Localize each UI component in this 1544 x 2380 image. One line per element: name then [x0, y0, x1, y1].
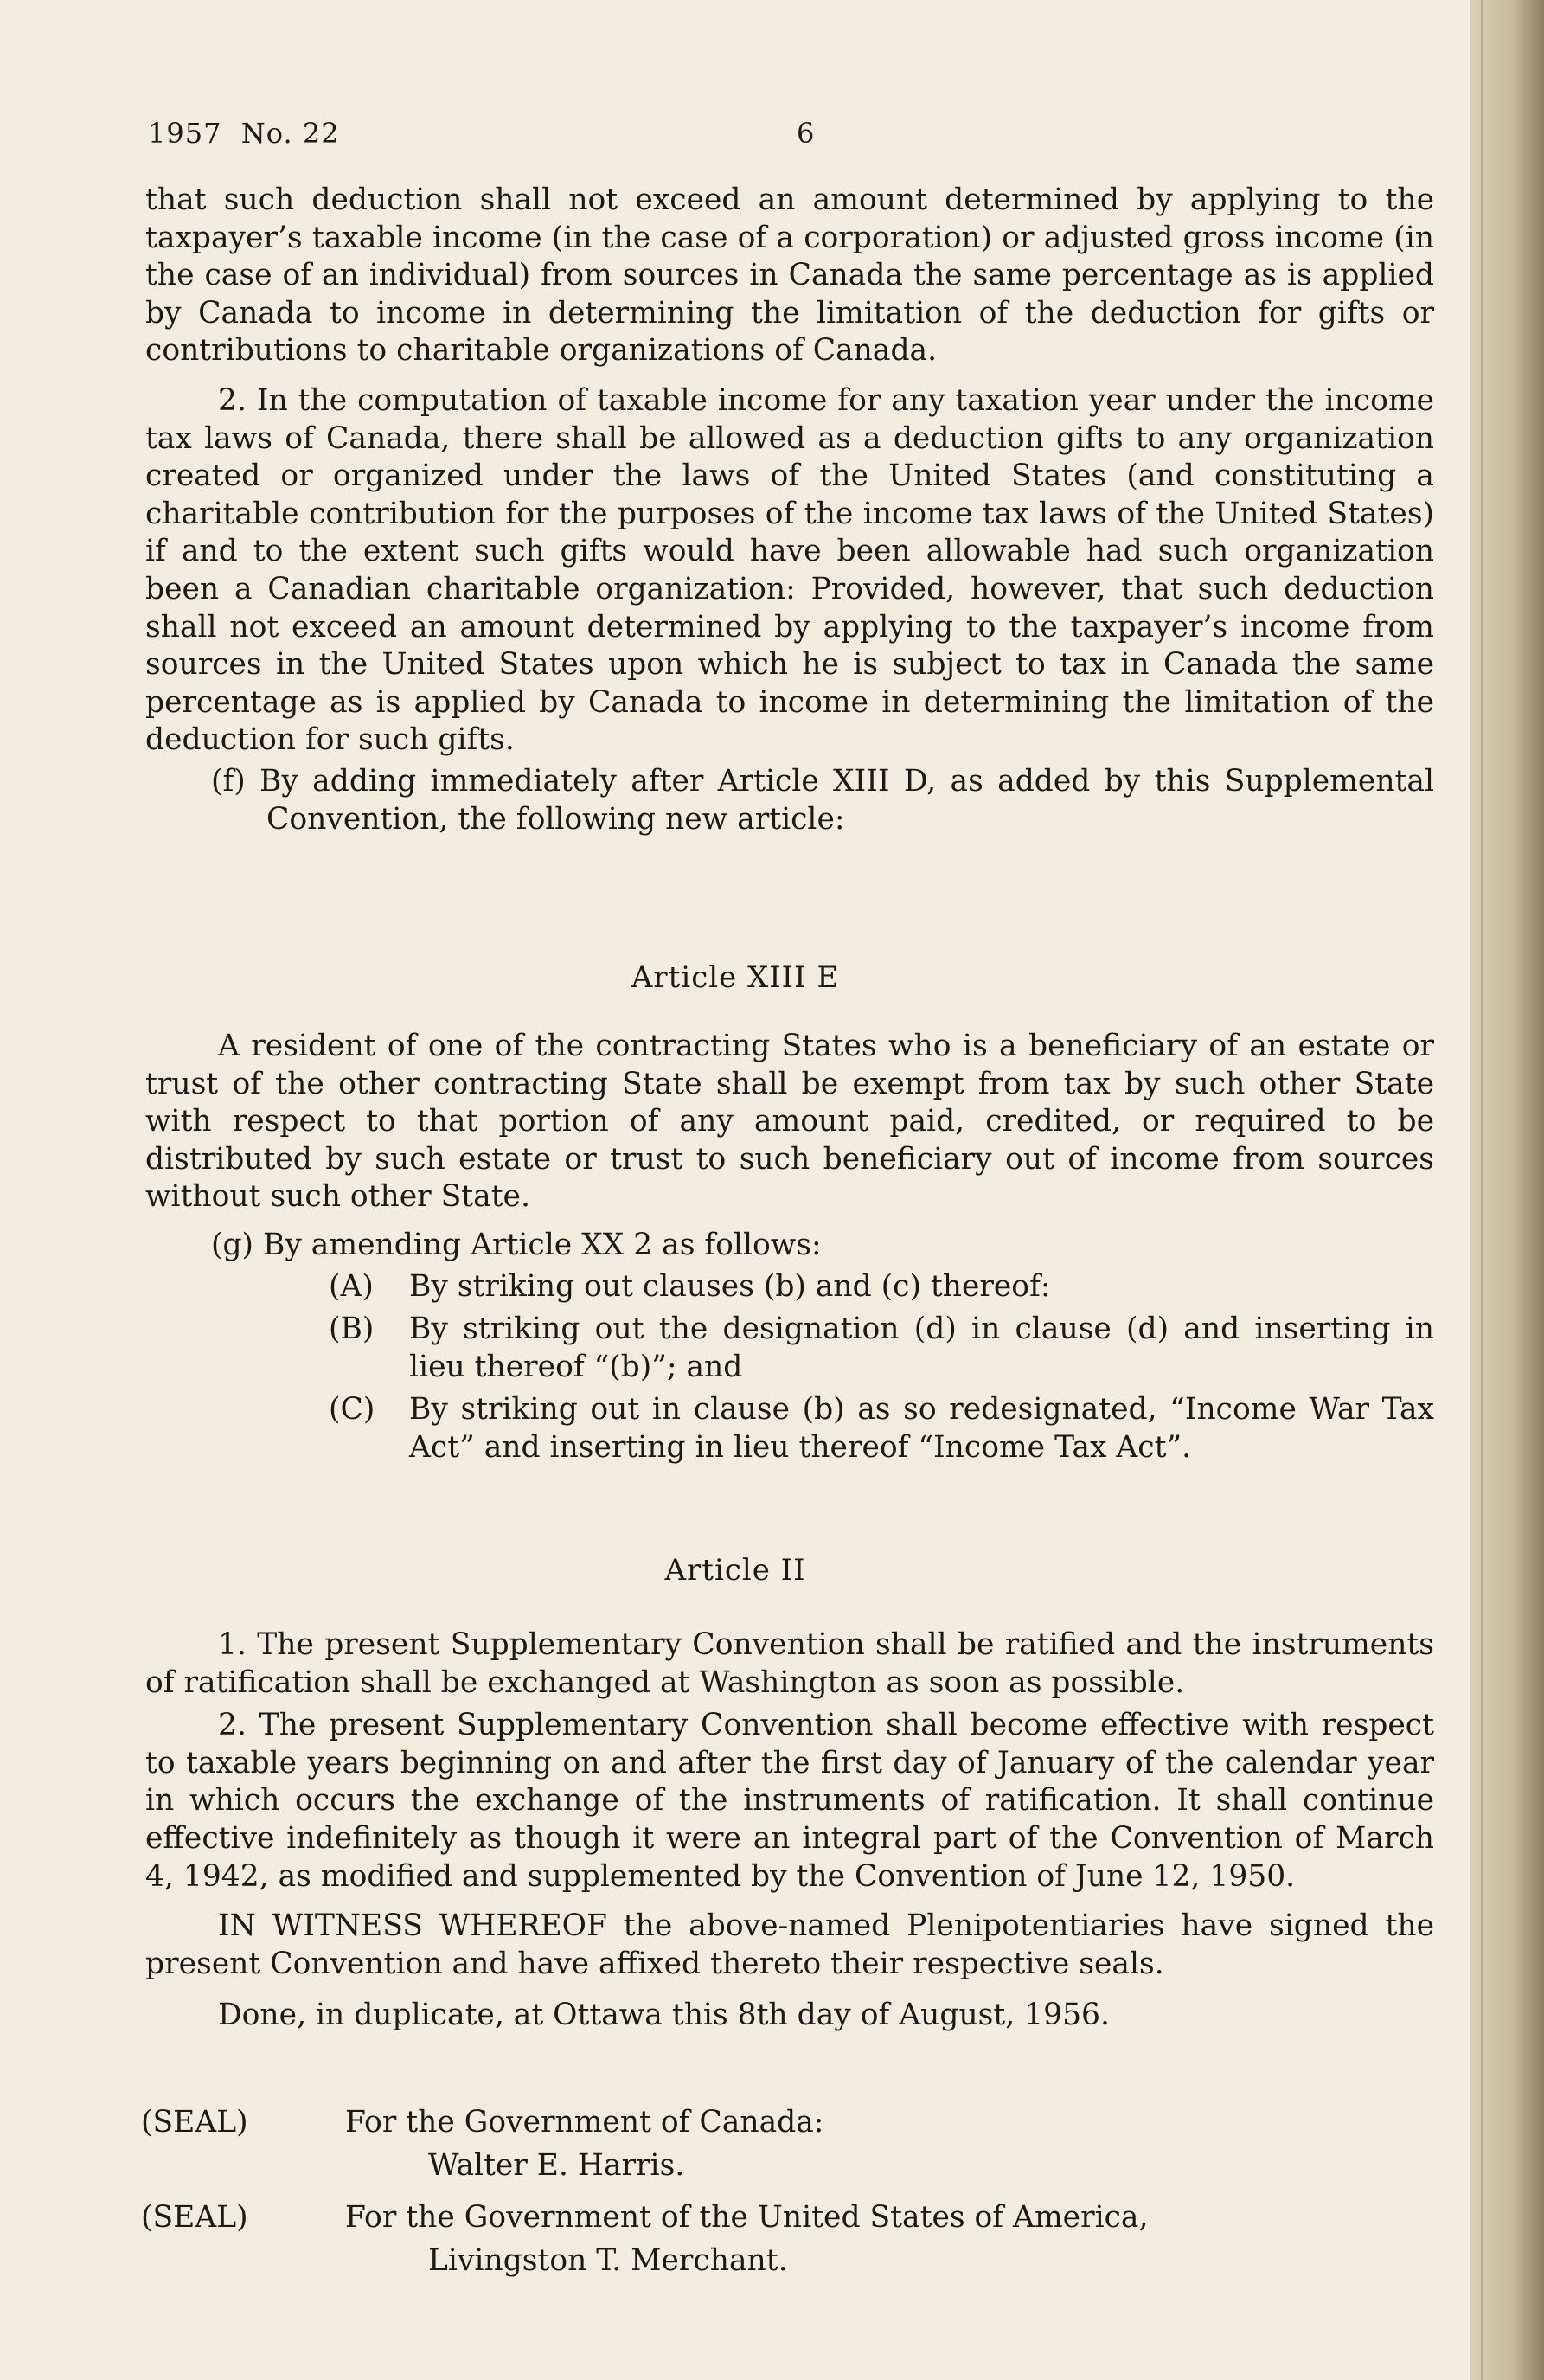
sub-item-text: By striking out clauses (b) and (c) thereof:	[409, 1268, 1051, 1304]
sub-item-b	[145, 1311, 1434, 1386]
body-text-article-ii	[145, 1626, 1434, 2035]
page-header	[148, 117, 816, 150]
signatory-government: For the Government of the United States of America,	[345, 2200, 1149, 2235]
sub-item-label: (A)	[329, 1268, 374, 1304]
paragraph-2: 2. In the computation of taxable income for any taxation year under the income tax laws of Canada, there shall be allowed as a deduction gifts to any organization created or organized under the laws of the United States (and constituting a charitable contribution for the purposes of the income tax laws of the United States) if and to the extent such gifts would have been allowable had such organization been a Canadian charitable organization: Provided, however, that such deduction shall not exceed an amount determined by applying to the taxpayer’s income from sources in the United States upon which he is subject to tax in Canada the same percentage as is applied by Canada to income in determining the limitation of the deduction for such gifts.	[145, 382, 1434, 758]
header-statute-ref: 1957 No. 22	[148, 117, 340, 150]
sub-item-label: (B)	[329, 1312, 375, 1347]
signatory-name: Walter E. Harris.	[428, 2148, 685, 2183]
done-clause: Done, in duplicate, at Ottawa this 8th day of August, 1956.	[218, 1998, 1110, 2033]
body-text-article-xiii-e	[145, 1028, 1434, 1467]
page-number: 6	[797, 117, 816, 150]
sub-item-a	[145, 1268, 1434, 1306]
witness-clause: IN WITNESS WHEREOF the above-named Plenipotentiaries have signed the present Convention and have affixed thereto their respective seals.	[145, 1908, 1434, 1981]
sub-item-text: By striking out in clause (b) as so redesignated, “Income War Tax Act” and inserting in lieu thereof “Income Tax Act”.	[409, 1392, 1434, 1465]
signatory-name: Livingston T. Merchant.	[428, 2243, 788, 2278]
body-text-top	[145, 182, 1434, 838]
article-ii-paragraph-1: 1. The present Supplementary Convention shall be ratified and the instruments of ratification shall be exchanged at Washington as soon as possible.	[145, 1627, 1434, 1700]
seal-label: (SEAL)	[141, 2105, 248, 2139]
heading-article-ii: Article II	[664, 1553, 806, 1588]
paragraph-continued: that such deduction shall not exceed an amount determined by applying to the taxpayer’s taxable income (in the case of a corporation) or adjusted gross income (in the case of an individual) from sources in Canada the same percentage as is applied by Canada to income in determining the limitation of the deduction for gifts or contributions to charitable organizations of Canada.	[145, 183, 1434, 369]
sub-item-c	[145, 1391, 1434, 1466]
sub-item-label: (C)	[329, 1392, 375, 1427]
seal-label: (SEAL)	[141, 2200, 248, 2235]
signatory-government: For the Government of Canada:	[345, 2105, 824, 2139]
article-ii-paragraph-2: 2. The present Supplementary Convention shall become effective with respect to taxable years beginning on and after the first day of January of the calendar year in which occurs the exchange of the instruments of ratification. It shall continue effective indefinitely as though it were an integral part of the Convention of March 4, 1942, as modified and supplemented by the Convention of June 12, 1950.	[145, 1708, 1434, 1894]
sub-item-text: By striking out the designation (d) in clause (d) and inserting in lieu thereof “(b)”; and	[409, 1312, 1434, 1384]
item-f: (f) By adding immediately after Article XIII D, as added by this Supplemental Convention, the following new article:	[211, 763, 1434, 837]
item-g: (g) By amending Article XX 2 as follows:	[211, 1227, 822, 1262]
page-edge-line	[1481, 0, 1483, 2380]
heading-article-xiii-e: Article XIII E	[631, 960, 840, 995]
paragraph-article-xiii-e: A resident of one of the contracting States who is a beneficiary of an estate or trust of the other contracting State shall be exempt from tax by such other State with respect to that portion of any amount paid, credited, or required to be distributed by such estate or trust to such beneficiary out of income from sources without such other State.	[145, 1029, 1434, 1215]
